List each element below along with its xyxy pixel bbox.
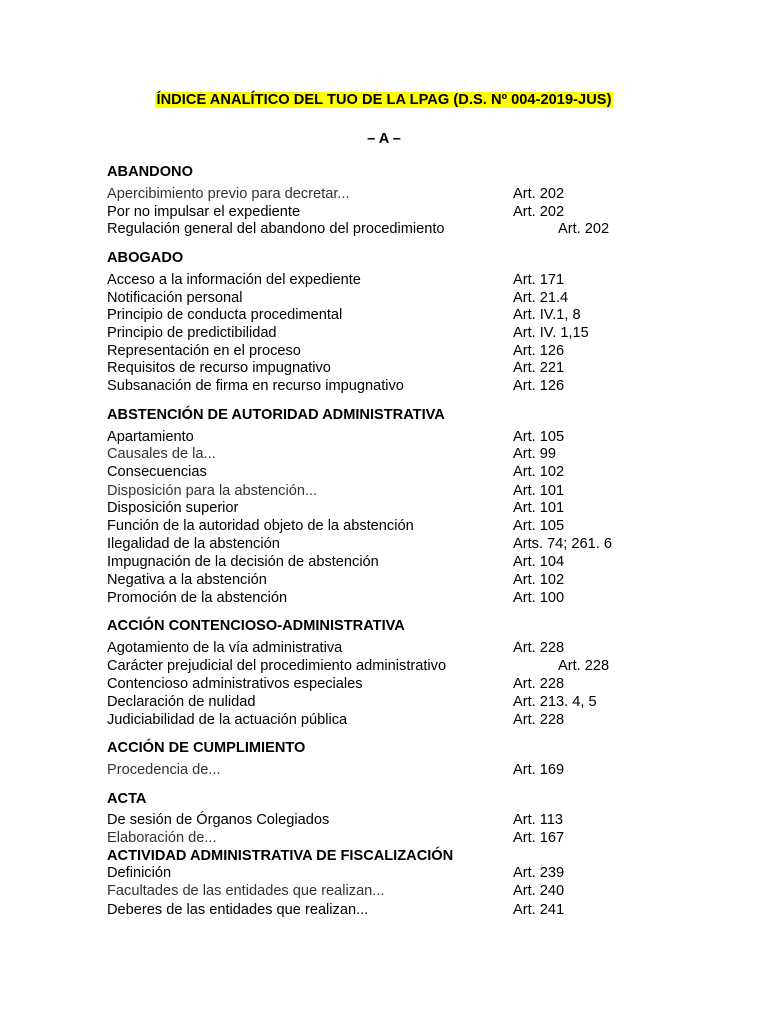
entry-article: Art. 228 — [558, 658, 610, 674]
index-entry — [107, 272, 727, 290]
entry-label: Consecuencias — [107, 464, 207, 480]
index-entry — [107, 360, 727, 378]
index-entry — [107, 464, 727, 482]
entry-article: Art. 126 — [513, 378, 565, 394]
entry-label: Promoción de la abstención — [107, 590, 288, 606]
entry-label: Causales de la... — [107, 446, 216, 462]
section-heading: ABANDONO — [107, 164, 193, 180]
index-entry — [107, 640, 727, 658]
entry-article: Art. 101 — [513, 483, 565, 499]
index-entry — [107, 812, 727, 830]
index-entry — [107, 883, 727, 901]
index-entry — [107, 186, 727, 204]
entry-label: Función de la autoridad objeto de la abstención — [107, 518, 414, 534]
entry-label: De sesión de Órganos Colegiados — [107, 812, 330, 828]
entry-label: Procedencia de... — [107, 762, 221, 778]
entry-label: Deberes de las entidades que realizan... — [107, 902, 369, 918]
entry-article: Art. 228 — [513, 676, 565, 692]
index-entry — [107, 694, 727, 712]
entry-label: Requisitos de recurso impugnativo — [107, 360, 331, 376]
index-entry — [107, 221, 727, 239]
entry-label: Acceso a la información del expediente — [107, 272, 361, 288]
entry-article: Art. 228 — [513, 640, 565, 656]
entry-label: Judiciabilidad de la actuación pública — [107, 712, 348, 728]
entry-label: Representación en el proceso — [107, 343, 301, 359]
entry-article: Art. 113 — [513, 812, 564, 828]
entry-label: Agotamiento de la vía administrativa — [107, 640, 343, 656]
entry-article: Art. 213. 4, 5 — [513, 694, 597, 710]
entry-article: Art. IV. 1,15 — [513, 325, 589, 341]
entry-label: Apercibimiento previo para decretar... — [107, 186, 350, 202]
index-entry — [107, 536, 727, 554]
entry-label: Elaboración de... — [107, 830, 217, 846]
title-wrap — [0, 91, 768, 109]
entry-article: Art. 105 — [513, 518, 565, 534]
entry-article: Art. 101 — [513, 500, 565, 516]
index-entry — [107, 762, 727, 780]
entry-label: Disposición superior — [107, 500, 239, 516]
entry-article: Art. 202 — [513, 204, 565, 220]
entry-label: Ilegalidad de la abstención — [107, 536, 280, 552]
entry-label: Declaración de nulidad — [107, 694, 256, 710]
entry-article: Art. 102 — [513, 572, 565, 588]
index-entry — [107, 500, 727, 518]
index-entry — [107, 590, 727, 608]
index-entry — [107, 830, 727, 848]
entry-article: Art. 228 — [513, 712, 565, 728]
entry-article: Art. 126 — [513, 343, 565, 359]
index-entry — [107, 865, 727, 883]
index-entry — [107, 902, 727, 920]
letter-divider: – A – — [367, 131, 401, 147]
entry-label: Contencioso administrativos especiales — [107, 676, 363, 692]
entry-article: Art. 105 — [513, 429, 565, 445]
entry-article: Art. 169 — [513, 762, 565, 778]
entry-label: Carácter prejudicial del procedimiento administrativo — [107, 658, 447, 674]
entry-article: Art. 21.4 — [513, 290, 569, 306]
entry-article: Art. 239 — [513, 865, 565, 881]
entry-label: Principio de conducta procedimental — [107, 307, 343, 323]
index-entry — [107, 712, 727, 730]
section-heading: ACCIÓN DE CUMPLIMIENTO — [107, 740, 306, 756]
entry-article: Art. 171 — [513, 272, 565, 288]
index-entry — [107, 572, 727, 590]
index-entry — [107, 518, 727, 536]
index-entry — [107, 483, 727, 501]
entry-label: Disposición para la abstención... — [107, 483, 318, 499]
entry-article: Art. 100 — [513, 590, 565, 606]
entry-article: Art. 221 — [513, 360, 565, 376]
entry-article: Art. 241 — [513, 902, 565, 918]
entry-label: Principio de predictibilidad — [107, 325, 277, 341]
index-entry — [107, 446, 727, 464]
section-heading: ACTIVIDAD ADMINISTRATIVA DE FISCALIZACIÓN — [107, 848, 454, 864]
index-entry — [107, 378, 727, 396]
entry-article: Arts. 74; 261. 6 — [513, 536, 612, 552]
index-entry — [107, 307, 727, 325]
entry-label: Subsanación de firma en recurso impugnativo — [107, 378, 404, 394]
index-entry — [107, 676, 727, 694]
section-heading: ABOGADO — [107, 250, 184, 266]
entry-article: Art. 202 — [513, 186, 565, 202]
entry-article: Art. 99 — [513, 446, 556, 462]
index-entry — [107, 429, 727, 447]
section-heading: ACCIÓN CONTENCIOSO-ADMINISTRATIVA — [107, 618, 405, 634]
entry-label: Apartamiento — [107, 429, 194, 445]
entry-article: Art. 102 — [513, 464, 565, 480]
entry-label: Definición — [107, 865, 172, 881]
index-entry — [107, 290, 727, 308]
entry-article: Art. 240 — [513, 883, 565, 899]
index-entry — [107, 343, 727, 361]
entry-article: Art. 167 — [513, 830, 565, 846]
entry-label: Por no impulsar el expediente — [107, 204, 301, 220]
entry-label: Notificación personal — [107, 290, 243, 306]
section-heading: ABSTENCIÓN DE AUTORIDAD ADMINISTRATIVA — [107, 407, 445, 423]
entry-label: Impugnación de la decisión de abstención — [107, 554, 379, 570]
index-entry — [107, 658, 727, 676]
document-title: ÍNDICE ANALÍTICO DEL TUO DE LA LPAG (D.S. Nº 004-2019-JUS) — [156, 92, 612, 108]
index-entry — [107, 204, 727, 222]
index-entry — [107, 554, 727, 572]
index-entry — [107, 325, 727, 343]
entry-article: Art. IV.1, 8 — [513, 307, 581, 323]
entry-article: Art. 202 — [558, 221, 610, 237]
section-heading: ACTA — [107, 791, 147, 807]
entry-label: Regulación general del abandono del procedimiento — [107, 221, 445, 237]
entry-article: Art. 104 — [513, 554, 565, 570]
entry-label: Facultades de las entidades que realizan... — [107, 883, 385, 899]
entry-label: Negativa a la abstención — [107, 572, 267, 588]
